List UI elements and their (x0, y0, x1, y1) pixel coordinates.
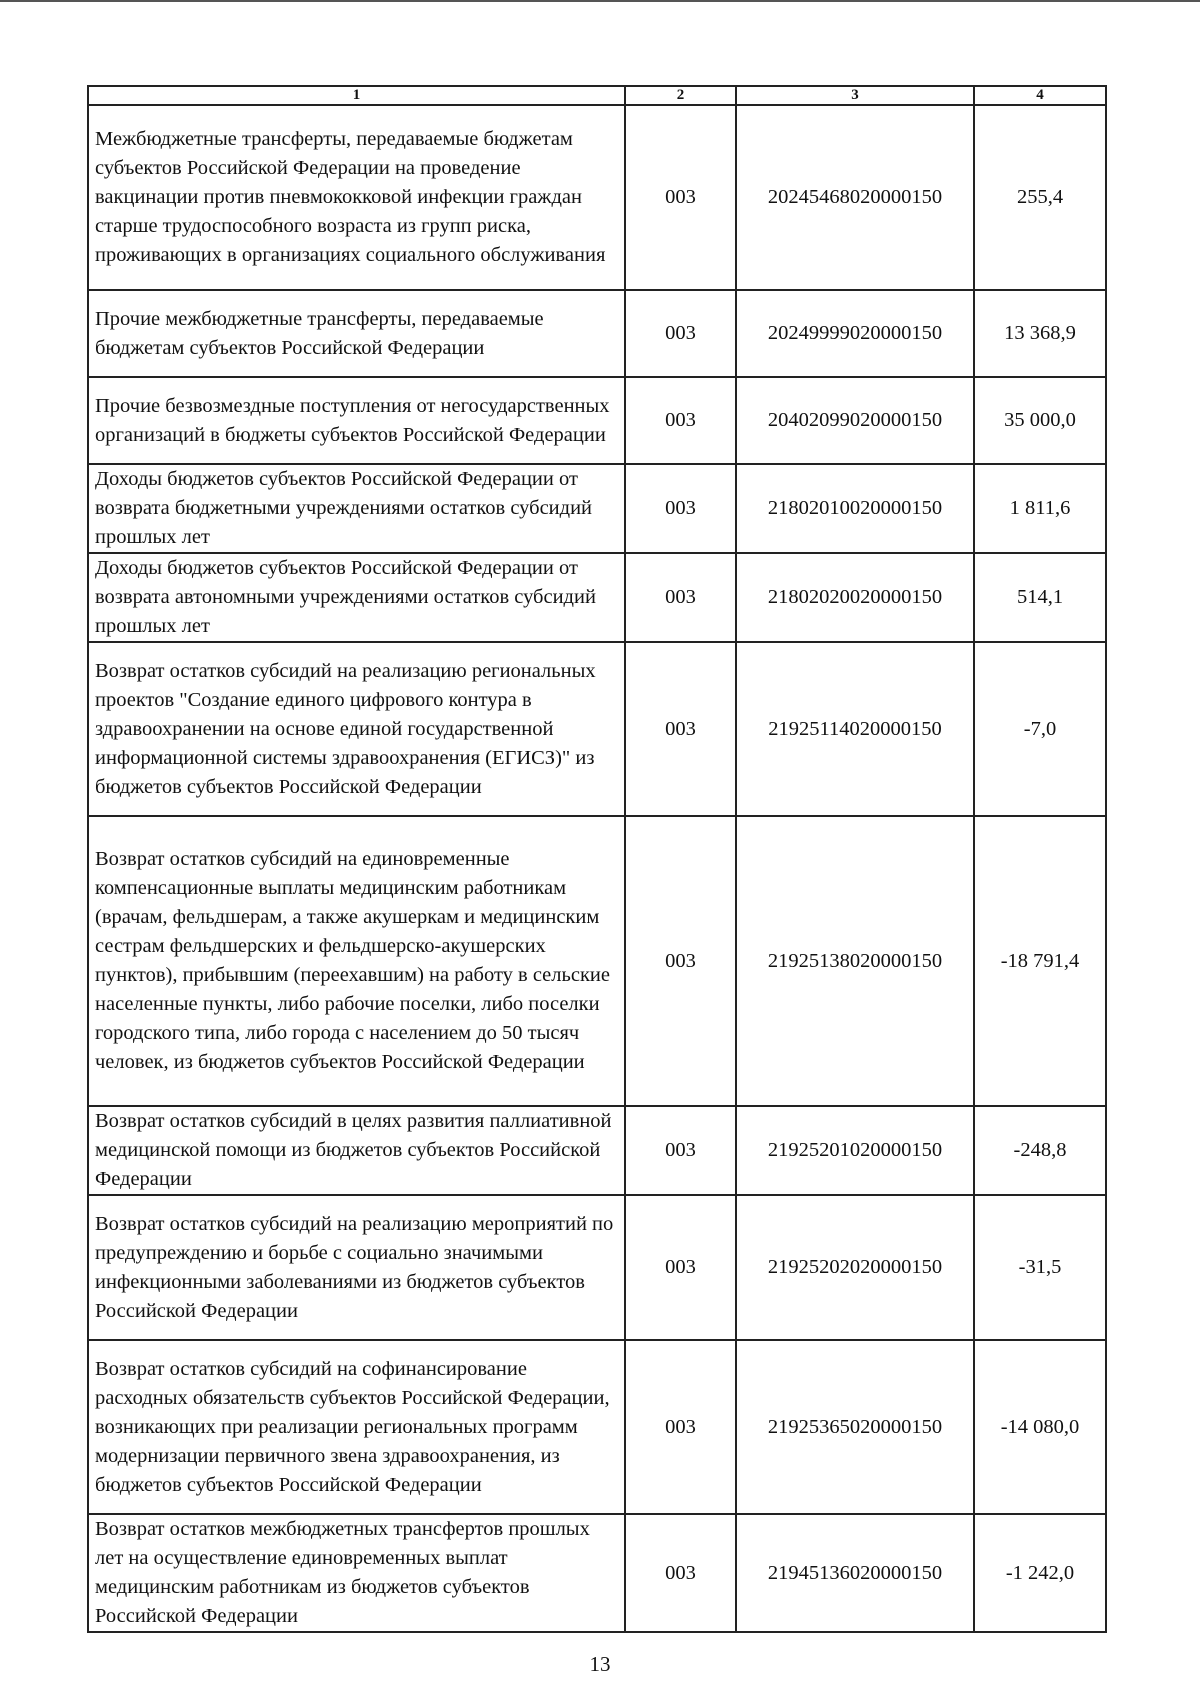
header-col-3: 3 (736, 86, 974, 105)
row-budget-code: 21925114020000150 (736, 642, 974, 816)
row-amount: 255,4 (974, 105, 1106, 290)
row-admin-code: 003 (625, 290, 736, 377)
row-budget-code: 21925365020000150 (736, 1340, 974, 1514)
table-header (88, 86, 1106, 105)
row-budget-code: 20402099020000150 (736, 377, 974, 464)
row-name: Доходы бюджетов субъектов Российской Федерации от возврата автономными учреждениями остатков субсидий прошлых лет (88, 553, 625, 642)
row-admin-code: 003 (625, 816, 736, 1106)
row-name: Межбюджетные трансферты, передаваемые бюджетам субъектов Российской Федерации на проведение вакцинации против пневмококковой инфекции граждан старше трудоспособного возраста из групп риска, проживающих в организациях социального обслуживания (88, 105, 625, 290)
row-budget-code: 21925201020000150 (736, 1106, 974, 1195)
row-name: Возврат остатков субсидий в целях развития паллиативной медицинской помощи из бюджетов субъектов Российской Федерации (88, 1106, 625, 1195)
header-col-1: 1 (88, 86, 625, 105)
row-budget-code: 21945136020000150 (736, 1514, 974, 1632)
table-row (88, 1514, 1106, 1632)
table-row (88, 105, 1106, 290)
row-name: Возврат остатков субсидий на реализацию мероприятий по предупреждению и борьбе с социально значимыми инфекционными заболеваниями из бюджетов субъектов Российской Федерации (88, 1195, 625, 1340)
table-row (88, 553, 1106, 642)
row-amount: -31,5 (974, 1195, 1106, 1340)
row-admin-code: 003 (625, 1340, 736, 1514)
row-amount: 13 368,9 (974, 290, 1106, 377)
row-name: Доходы бюджетов субъектов Российской Федерации от возврата бюджетными учреждениями остатков субсидий прошлых лет (88, 464, 625, 553)
row-admin-code: 003 (625, 1195, 736, 1340)
row-budget-code: 21925138020000150 (736, 816, 974, 1106)
row-budget-code: 20249999020000150 (736, 290, 974, 377)
row-budget-code: 21802010020000150 (736, 464, 974, 553)
row-budget-code: 20245468020000150 (736, 105, 974, 290)
row-budget-code: 21802020020000150 (736, 553, 974, 642)
row-amount: 514,1 (974, 553, 1106, 642)
table-row (88, 1106, 1106, 1195)
table-row (88, 1340, 1106, 1514)
revenue-table (87, 85, 1107, 1633)
row-amount: 1 811,6 (974, 464, 1106, 553)
header-col-4: 4 (974, 86, 1106, 105)
row-name: Возврат остатков субсидий на реализацию региональных проектов "Создание единого цифрового контура в здравоохранении на основе единой государственной информационной системы здравоохранения (ЕГИСЗ)" из бюджетов субъектов Российской Федерации (88, 642, 625, 816)
row-amount: 35 000,0 (974, 377, 1106, 464)
row-amount: -18 791,4 (974, 816, 1106, 1106)
row-admin-code: 003 (625, 377, 736, 464)
row-admin-code: 003 (625, 464, 736, 553)
table-row (88, 1195, 1106, 1340)
table-row (88, 290, 1106, 377)
table-row (88, 816, 1106, 1106)
row-amount: -248,8 (974, 1106, 1106, 1195)
table-row (88, 642, 1106, 816)
row-amount: -1 242,0 (974, 1514, 1106, 1632)
header-col-2: 2 (625, 86, 736, 105)
row-admin-code: 003 (625, 642, 736, 816)
header-row (88, 86, 1106, 105)
table-row (88, 464, 1106, 553)
row-name: Возврат остатков межбюджетных трансфертов прошлых лет на осуществление единовременных выплат медицинским работникам из бюджетов субъектов Российской Федерации (88, 1514, 625, 1632)
row-admin-code: 003 (625, 1514, 736, 1632)
page-number: 13 (589, 1652, 611, 1676)
table-row (88, 377, 1106, 464)
table-body (88, 105, 1106, 1632)
row-admin-code: 003 (625, 105, 736, 290)
row-name: Возврат остатков субсидий на единовременные компенсационные выплаты медицинским работникам (врачам, фельдшерам, а также акушеркам и медицинским сестрам фельдшерских и фельдшерско-акушерских пунктов), прибывшим (переехавшим) на работу в сельские населенные пункты, либо рабочие поселки, либо поселки городского типа, либо города с населением до 50 тысяч человек, из бюджетов субъектов Российской Федерации (88, 816, 625, 1106)
top-border-line (0, 0, 1200, 2)
row-name: Возврат остатков субсидий на софинансирование расходных обязательств субъектов Российской Федерации, возникающих при реализации региональных программ модернизации первичного звена здравоохранения, из бюджетов субъектов Российской Федерации (88, 1340, 625, 1514)
row-admin-code: 003 (625, 553, 736, 642)
row-name: Прочие межбюджетные трансферты, передаваемые бюджетам субъектов Российской Федерации (88, 290, 625, 377)
row-admin-code: 003 (625, 1106, 736, 1195)
row-name: Прочие безвозмездные поступления от негосударственных организаций в бюджеты субъектов Российской Федерации (88, 377, 625, 464)
row-budget-code: 21925202020000150 (736, 1195, 974, 1340)
row-amount: -7,0 (974, 642, 1106, 816)
row-amount: -14 080,0 (974, 1340, 1106, 1514)
